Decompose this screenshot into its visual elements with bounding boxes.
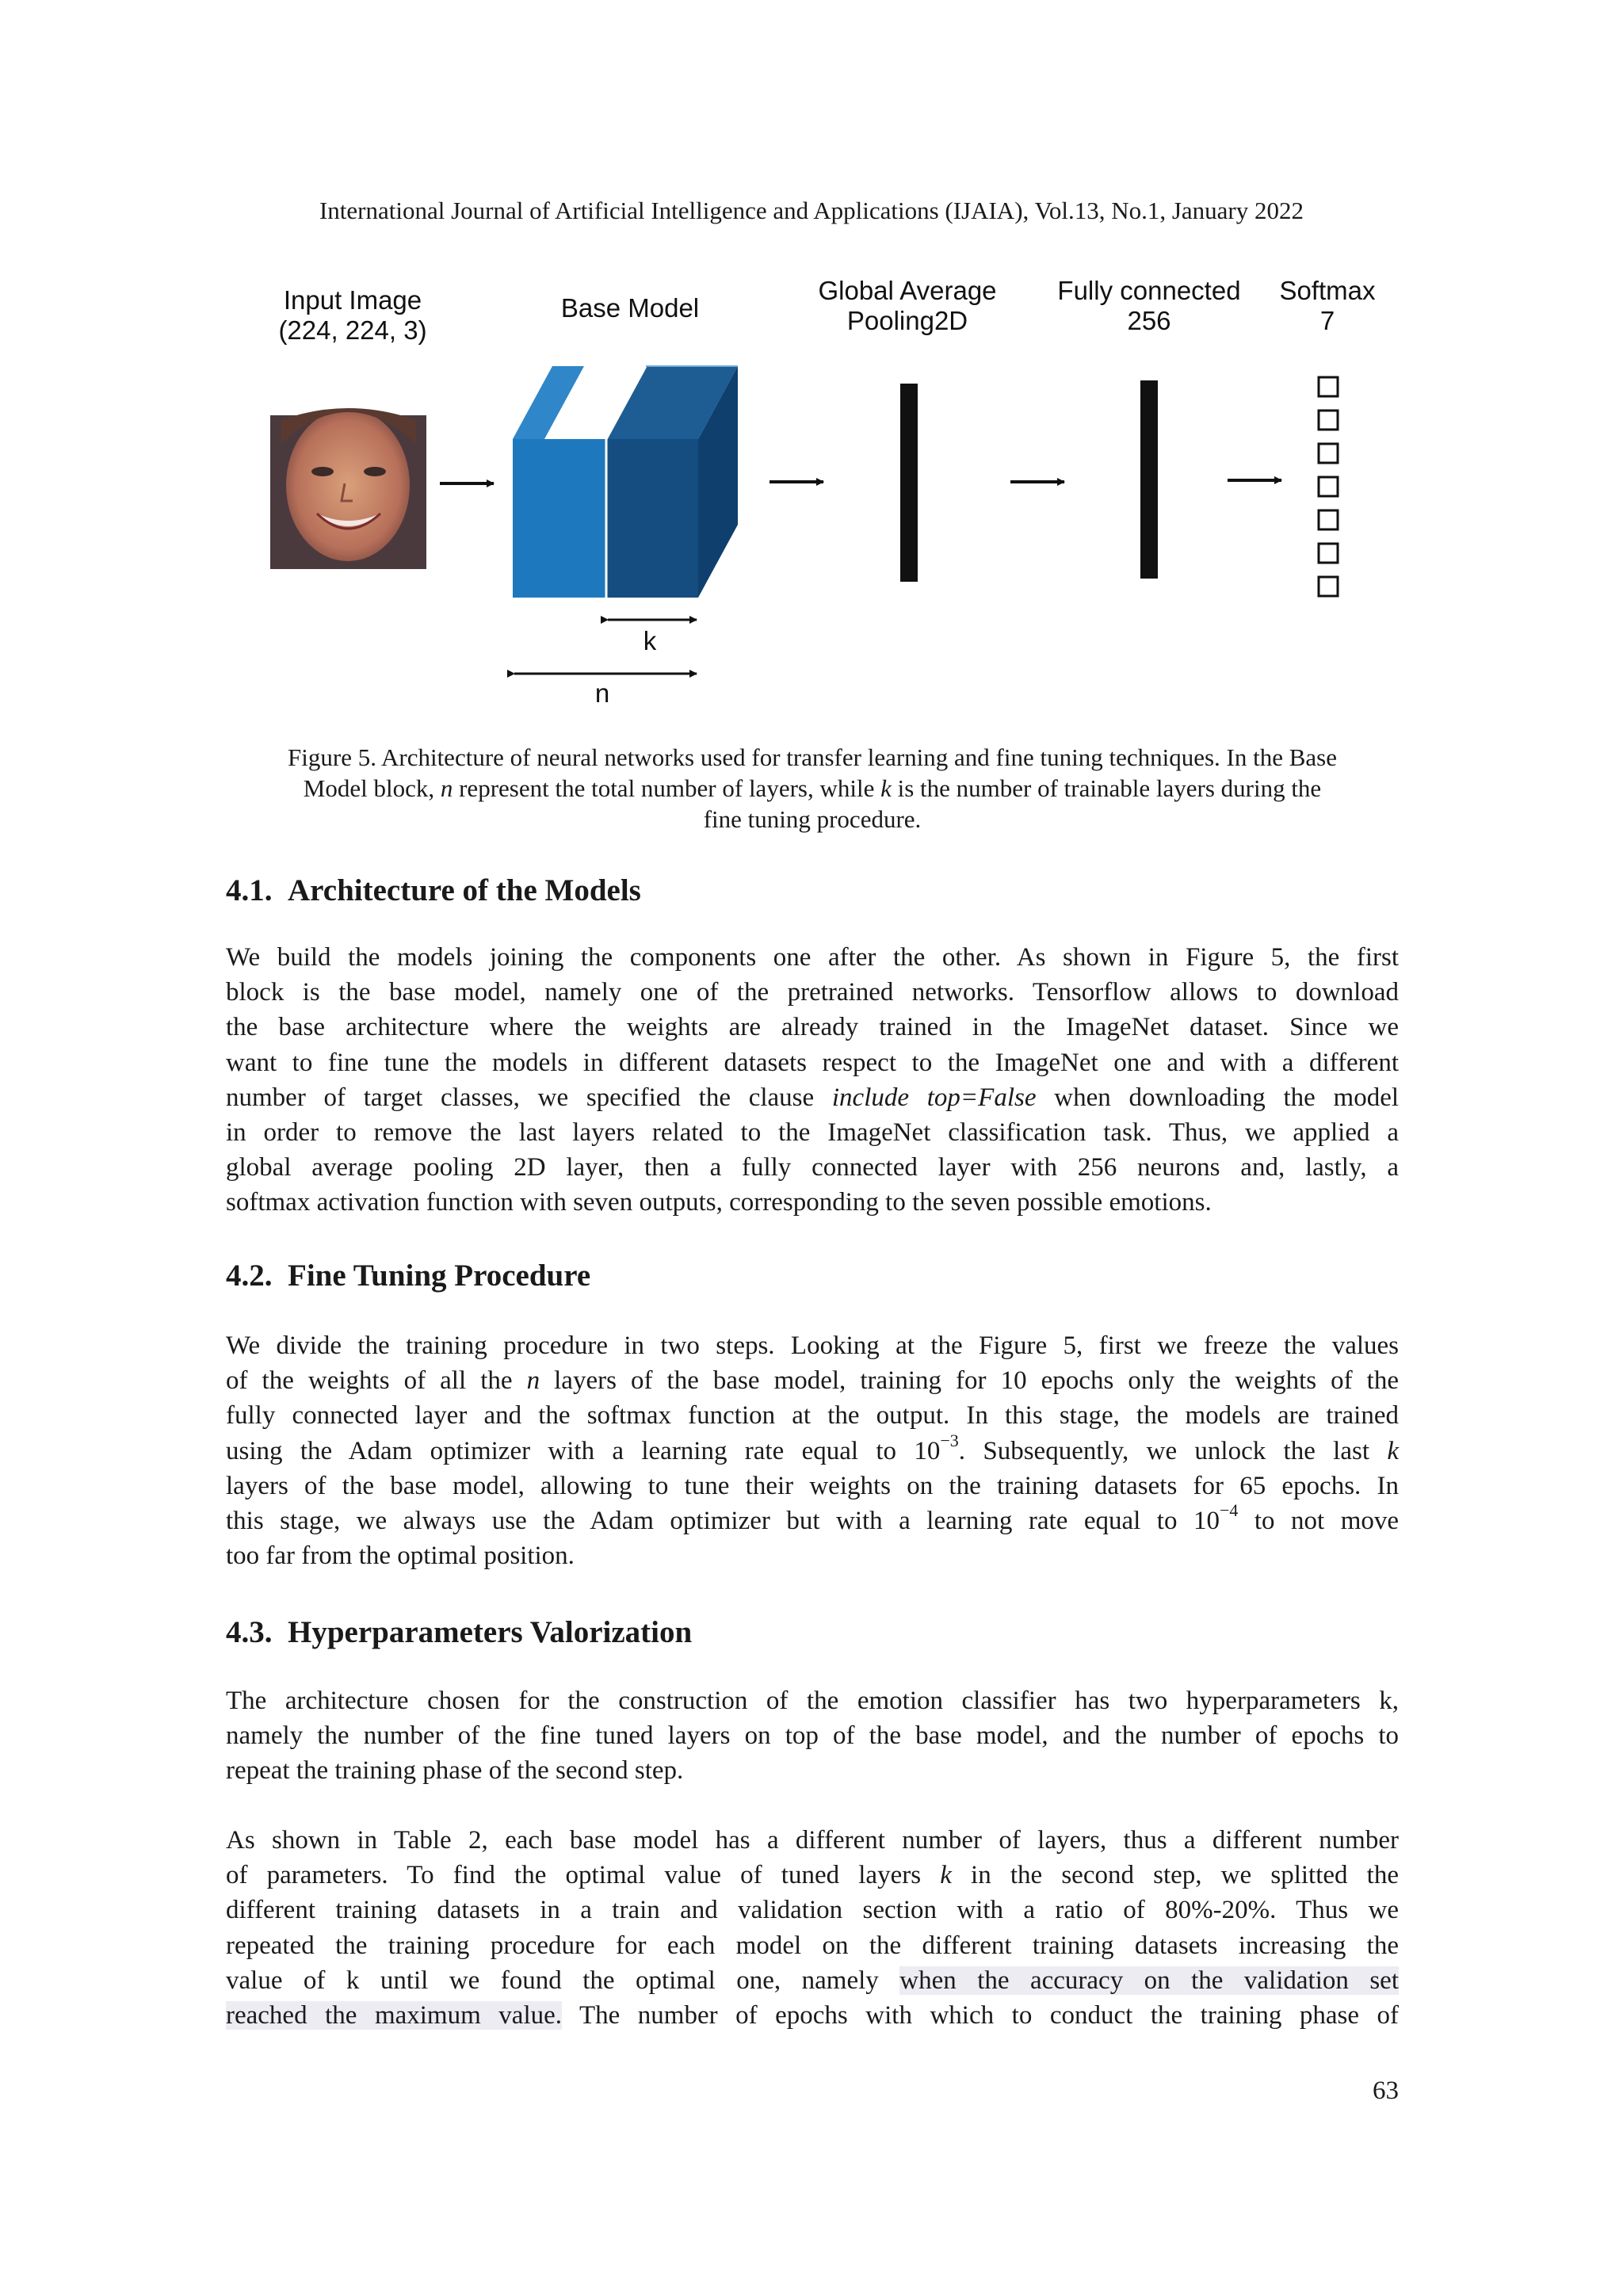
gap-label: Global Average Pooling2D: [818, 276, 997, 335]
softmax-outputs: [1319, 377, 1338, 596]
section-heading-4-3: 4.3. Hyperparameters Valorization: [226, 1615, 693, 1649]
softmax-unit: [1319, 411, 1338, 430]
softmax-unit: [1319, 444, 1338, 463]
softmax-unit: [1319, 510, 1338, 529]
softmax-unit: [1319, 544, 1338, 563]
input-image-label: Input Image (224, 224, 3): [278, 285, 427, 345]
n-label: n: [594, 678, 610, 708]
softmax-label: Softmax 7: [1279, 276, 1376, 335]
input-face-image: [270, 408, 426, 569]
section-heading-4-2: 4.2. Fine Tuning Procedure: [226, 1259, 591, 1293]
paragraph-fine-tuning: We divide the training procedure in two steps. Looking at the Figure 5, first we freeze the values of the weights of all the n layers of the base model, training for 10 epochs only the weights of the fully connected layer and the softmax function at the output. In this stage, the models are trained using the Adam optimizer with a learning rate equal to $10^{-3}$. Subsequently, we unlock the last k layers of the base model, allowing to tune their weights on the training datasets for 65 epochs. In this stage, we always use the Adam optimizer but with a learning rate equal to $10^{-4}$ to not move too far from the optimal position.: [226, 1331, 1400, 1571]
fc-layer-bar: [1140, 380, 1158, 579]
softmax-unit: [1319, 477, 1338, 496]
page-number: 63: [1373, 2076, 1399, 2105]
softmax-unit: [1319, 377, 1338, 396]
paragraph-architecture: We build the models joining the components one after the other. As shown in Figure 5, the first block is the base model, namely one of the pretrained networks. Tensorflow allows to download the base architecture where the weights are already trained in the ImageNet dataset. Since we want to fine tune the models in different datasets respect to the ImageNet one and with a different number of target classes, we specified the clause include top=False when downloading the model in order to remove the last layers related to the ImageNet classification task. Thus, we applied a global average pooling 2D layer, then a fully connected layer with 256 neurons and, lastly, a softmax activation function with seven outputs, corresponding to the seven possible emotions.: [226, 943, 1400, 1217]
k-label: k: [643, 626, 657, 655]
gap-layer-bar: [900, 384, 918, 582]
paragraph-hyperparameters-2: As shown in Table 2, each base model has a different number of layers, thus a different number of parameters. To find the optimal value of tuned layers k in the second step, we splitted the different training datasets in a train and validation section with a ratio of 80%-20%. Thus we repeated the training procedure for each model on the different training datasets increasing the value of k until we found the optimal one, namely when the accuracy on the validation set reached the maximum value. The number of epochs with which to conduct the training phase of: [226, 1826, 1399, 2030]
section-heading-4-1: 4.1. Architecture of the Models: [226, 873, 641, 907]
paragraph-hyperparameters-1: The architecture chosen for the construction of the emotion classifier has two hyperparameters k, namely the number of the fine tuned layers on top of the base model, and the number of epochs to repeat the training phase of the second step.: [226, 1687, 1399, 1786]
base-model-label: Base Model: [560, 293, 700, 323]
fc-label: Fully connected 256: [1057, 276, 1241, 335]
base-model-block: [513, 366, 738, 598]
softmax-unit: [1319, 577, 1338, 596]
journal-header: International Journal of Artificial Intelligence and Applications (IJAIA), Vol.13, No.1, January 2022: [319, 197, 1304, 224]
figure-caption: Figure 5. Architecture of neural networks used for transfer learning and fine tuning techniques. In the Base Model block, n represent the total number of layers, while k is the number of trainable layers during the fine tuning procedure.: [288, 743, 1337, 833]
architecture-figure: [226, 262, 1399, 737]
